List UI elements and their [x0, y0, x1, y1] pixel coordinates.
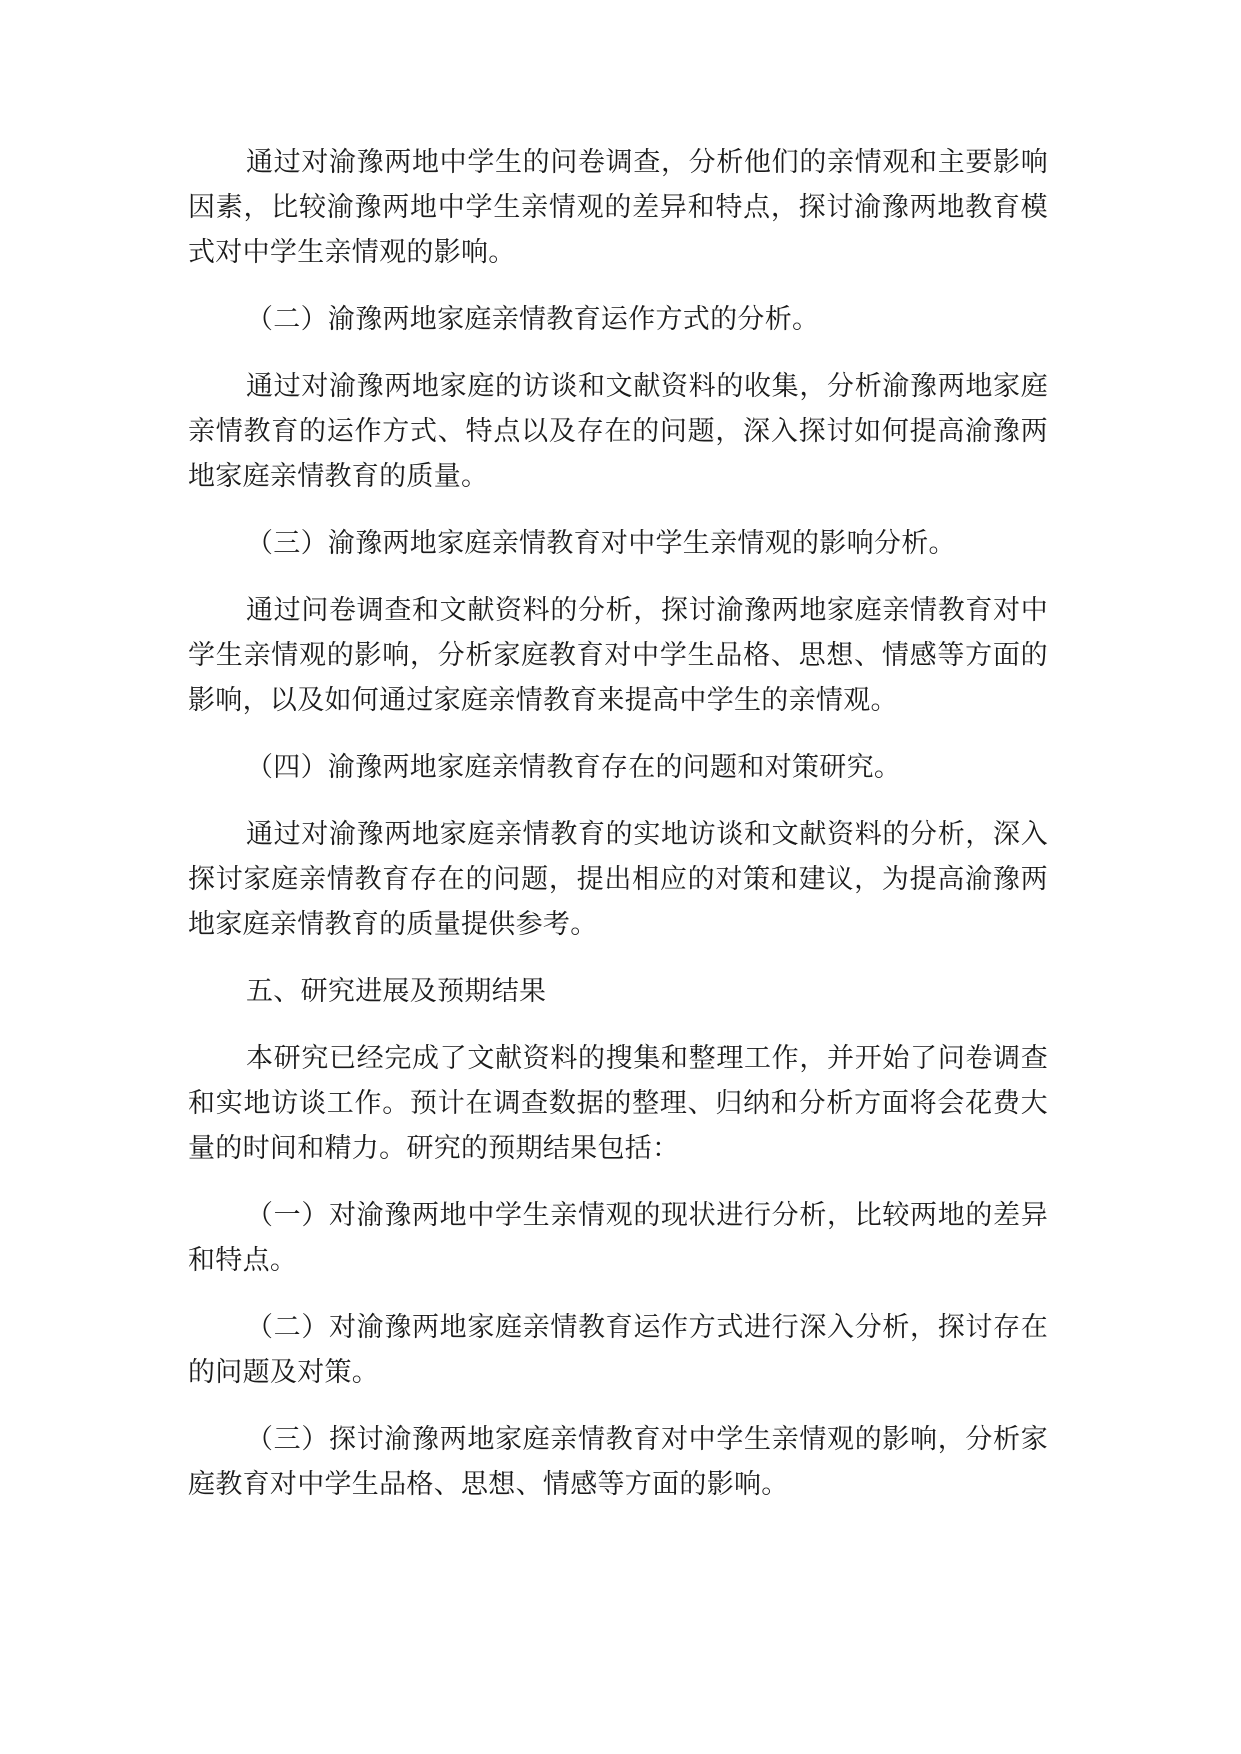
paragraph-family-operation: 通过对渝豫两地家庭的访谈和文献资料的收集，分析渝豫两地家庭亲情教育的运作方式、特点以及存在的问题，深入探讨如何提高渝豫两地家庭亲情教育的质量。 — [188, 371, 1048, 492]
section-heading-3: （三）渝豫两地家庭亲情教育对中学生亲情观的影响分析。 — [246, 528, 956, 559]
section-heading-4: （四）渝豫两地家庭亲情教育存在的问题和对策研究。 — [246, 752, 902, 783]
paragraph-family-influence: 通过问卷调查和文献资料的分析，探讨渝豫两地家庭亲情教育对中学生亲情观的影响，分析家庭教育对中学生品格、思想、情感等方面的影响，以及如何通过家庭亲情教育来提高中学生的亲情观。 — [188, 595, 1048, 716]
paragraph-research-progress: 本研究已经完成了文献资料的搜集和整理工作，并开始了问卷调查和实地访谈工作。预计在调查数据的整理、归纳和分析方面将会花费大量的时间和精力。研究的预期结果包括： — [188, 1043, 1048, 1164]
document-page — [188, 140, 1048, 1529]
paragraph-expected-result-2: （二）对渝豫两地家庭亲情教育运作方式进行深入分析，探讨存在的问题及对策。 — [188, 1312, 1048, 1388]
paragraph-problems-countermeasures: 通过对渝豫两地家庭亲情教育的实地访谈和文献资料的分析，深入探讨家庭亲情教育存在的问题，提出相应的对策和建议，为提高渝豫两地家庭亲情教育的质量提供参考。 — [188, 819, 1048, 940]
section-heading-5: 五、研究进展及预期结果 — [246, 976, 547, 1007]
paragraph-expected-result-3: （三）探讨渝豫两地家庭亲情教育对中学生亲情观的影响，分析家庭教育对中学生品格、思想、情感等方面的影响。 — [188, 1424, 1048, 1500]
paragraph-expected-result-1: （一）对渝豫两地中学生亲情观的现状进行分析，比较两地的差异和特点。 — [188, 1200, 1048, 1276]
paragraph-survey-analysis: 通过对渝豫两地中学生的问卷调查，分析他们的亲情观和主要影响因素，比较渝豫两地中学生亲情观的差异和特点，探讨渝豫两地教育模式对中学生亲情观的影响。 — [188, 147, 1048, 268]
section-heading-2: （二）渝豫两地家庭亲情教育运作方式的分析。 — [246, 304, 820, 335]
